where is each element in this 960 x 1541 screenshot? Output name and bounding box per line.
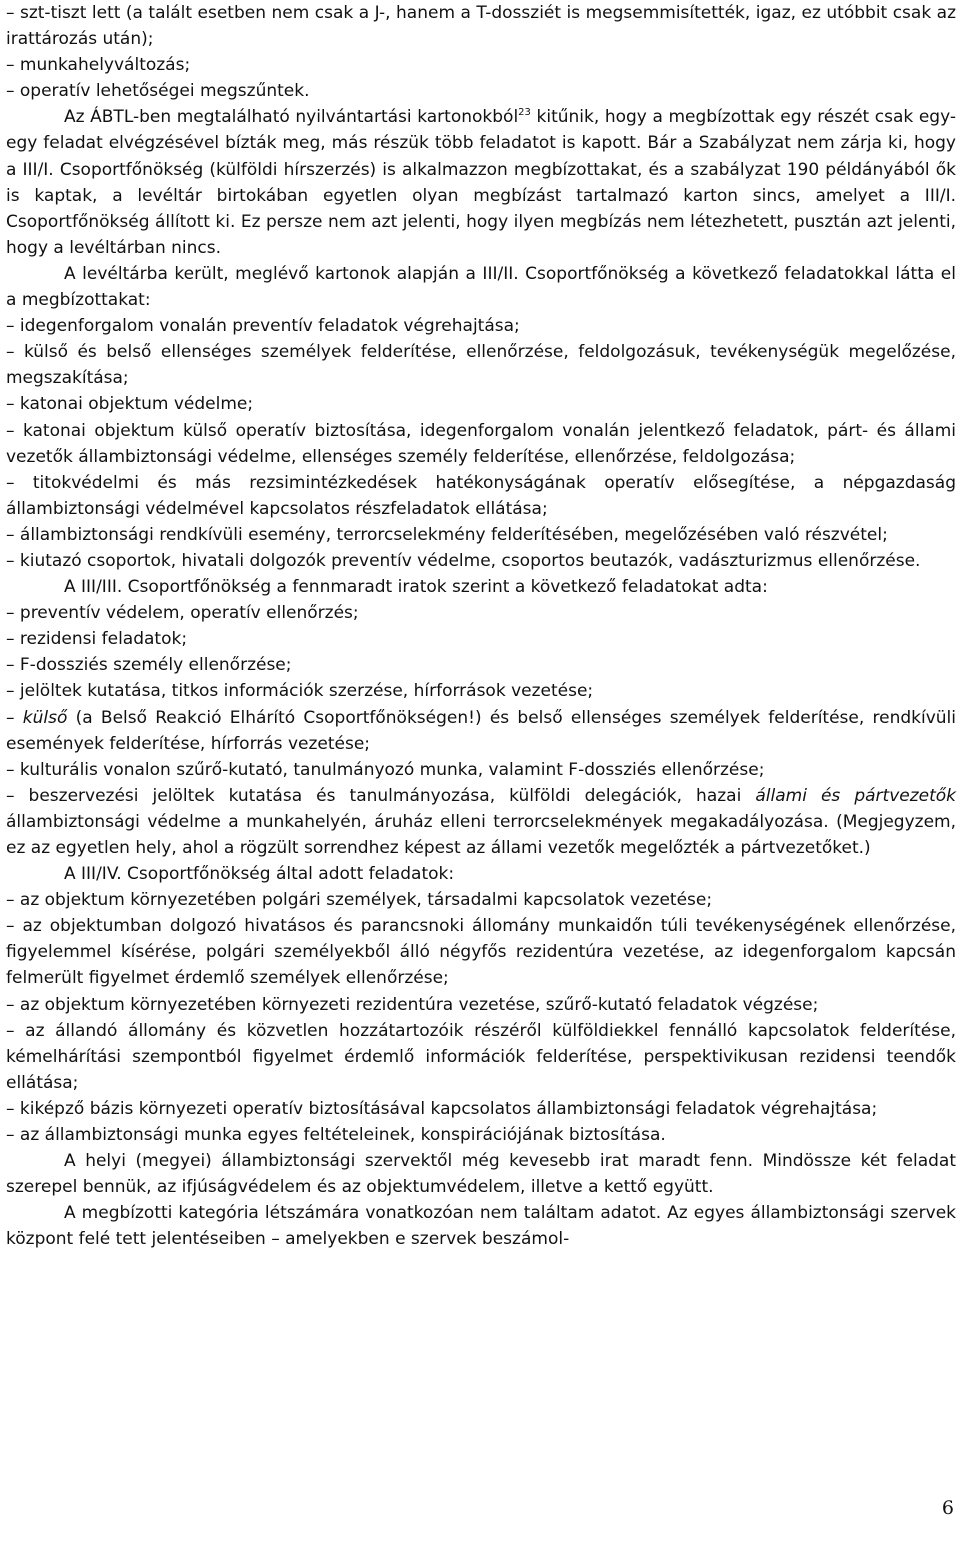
paragraph-iii-iv: A III/IV. Csoportfőnökség által adott feladatok: (64, 864, 455, 885)
list-item: – külső és belső ellenséges személyek felderítése, ellenőrzése, feldolgozásuk, tevékenységük megelőzése, megszakítása; (6, 342, 956, 389)
list-item: – kiképző bázis környezeti operatív biztosításával kapcsolatos állambiztonsági feladatok végrehajtása; (6, 1098, 878, 1119)
paragraph-abtl-cards (6, 104, 956, 261)
list-item: – az objektum környezetében polgári személyek, társadalmi kapcsolatok vezetése; (6, 890, 713, 911)
list-item: – az objektumban dolgozó hivatásos és parancsnoki állomány munkaidőn túli tevékenységének ellenőrzése, figyelemmel kísérése, polgári személyekből álló négyfős rezidentúra vezetése, az idegenforgalom kapcsán felmerült figyelmet érdemlő személyek ellenőrzése; (6, 916, 956, 989)
paragraph-headcount: A megbízotti kategória létszámára vonatkozóan nem találtam adatot. Az egyes állambiztonsági szervek központ felé tett jelentéseiben – amelyekben e szervek beszámol- (6, 1203, 956, 1250)
list-item: – az állambiztonsági munka egyes feltételeinek, konspirációjának biztosítása. (6, 1125, 666, 1146)
list-item: – munkahelyváltozás; (6, 55, 191, 76)
list-item: – katonai objektum védelme; (6, 394, 254, 415)
list-item: – az objektum környezetében környezeti rezidentúra vezetése, szűrő-kutató feladatok végzése; (6, 994, 819, 1015)
list-item: – F-dossziés személy ellenőrzése; (6, 655, 292, 676)
list-item: – kulturális vonalon szűrő-kutató, tanulmányozó munka, valamint F-dossziés ellenőrzése; (6, 759, 765, 780)
paragraph-iii-ii: A levéltárba került, meglévő kartonok alapján a III/II. Csoportfőnökség a következő feladatokkal látta el a megbízottakat: (6, 263, 956, 311)
list-item: – állambiztonsági rendkívüli esemény, terrorcselekmény felderítésében, megelőzésében való részvétel; (6, 524, 888, 545)
text-run: – beszervezési jelöltek kutatása és tanulmányozása, külföldi delegációk, hazai (6, 785, 756, 806)
text-run: – (6, 707, 23, 728)
text-run: kitűnik, hogy a megbízottak egy részét csak egy-egy feladat elvégzésével bízták meg, más részük több feladatot is kapott. Bár a Szabályzat nem zárja ki, hogy a III/I. Csoportfőnökség (külföldi hírszerzés) is alkalmazzon megbízottakat, és a szabályzat 190 példányából ők is kaptak, a levéltár birtokában egyetlen olyan megbízást tartalmazó karton sincs, amelyet a III/I. Csoportfőnökség állított ki. Ez persze nem azt jelenti, hogy ilyen megbízás nem létezhetett, pusztán azt jelenti, hogy a levéltárban nincs. (6, 107, 956, 258)
list-item: – idegenforgalom vonalán preventív feladatok végrehajtása; (6, 316, 520, 337)
list-item: – szt-tiszt lett (a talált esetben nem csak a J-, hanem a T-dossziét is megsemmisítették, igaz, ez utóbbit csak az irattározás után); (6, 3, 956, 50)
paragraph-iii-iii: A III/III. Csoportfőnökség a fennmaradt iratok szerint a következő feladatokat adta: (64, 577, 768, 598)
text-run: (a Belső Reakció Elhárító Csoportfőnökségen!) és belső ellenséges személyek felderítése, rendkívüli események felderítése, hírforrás vezetése; (6, 707, 956, 754)
text-run: Az ÁBTL-ben megtalálható nyilvántartási kartonokból (64, 107, 519, 128)
text-run: állambiztonsági védelme a munkahelyén, áruház elleni terrorcselekmények megakadályozása. (Megjegyzem, ez az egyetlen hely, ahol a rögzült sorrendhez képest az állami vezetők megelőzték a pártvezetőket.) (6, 811, 956, 858)
list-item: – preventív védelem, operatív ellenőrzés; (6, 603, 359, 624)
list-item: – operatív lehetőségei megszűntek. (6, 81, 310, 102)
footnote-reference[interactable]: 23 (518, 107, 531, 119)
document-page (6, 0, 956, 1253)
emphasis: állami és pártvezetők (755, 785, 957, 806)
list-item: – katonai objektum külső operatív biztosítása, idegenforgalom vonalán jelentkező feladatok, párt- és állami vezetők állambiztonsági védelme, ellenséges személy felderítése, ellenőrzése, feldolgozása; (6, 420, 956, 467)
list-item (6, 705, 956, 757)
list-item: – kiutazó csoportok, hivatali dolgozók preventív védelme, csoportos beutazók, vadászturizmus ellenőrzése. (6, 550, 921, 571)
list-item: – rezidensi feladatok; (6, 629, 188, 650)
list-item: – az állandó állomány és közvetlen hozzátartozóik részéről külföldiekkel fennálló kapcsolatok felderítése, kémelhárítási szempontból figyelmet érdemlő információk felderítése, perspektivikusan rezidensi teendők ellátása; (6, 1020, 956, 1093)
page-number: 6 (941, 1497, 954, 1519)
list-item (6, 783, 956, 861)
emphasis: külső (22, 707, 68, 728)
list-item: – jelöltek kutatása, titkos információk szerzése, hírforrások vezetése; (6, 681, 594, 702)
paragraph-local-organs: A helyi (megyei) állambiztonsági szervektől még kevesebb irat maradt fenn. Mindössze két feladat szerepel bennük, az ifjúságvédelem és az objektumvédelem, illetve a kettő együtt. (6, 1151, 956, 1198)
list-item: – titokvédelmi és más rezsimintézkedések hatékonyságának operatív elősegítése, a népgazdaság állambiztonsági védelmével kapcsolatos részfeladatok ellátása; (6, 472, 956, 519)
